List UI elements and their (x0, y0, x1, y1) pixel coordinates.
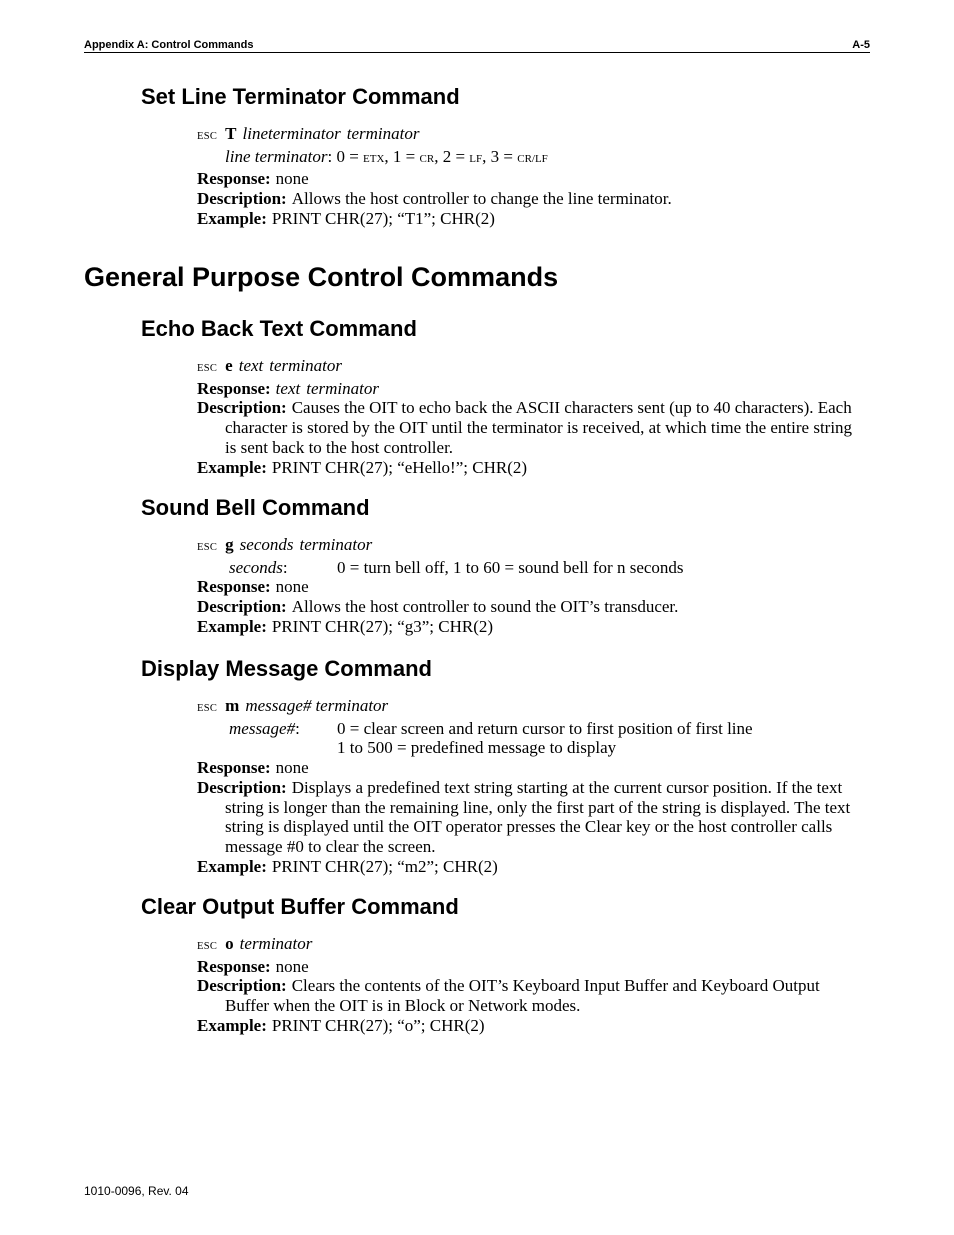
example-label: Example: (197, 856, 267, 876)
description-text: Displays a predefined text string starting at the current cursor position. If the text string is longer than the remaining line, only the first part of the string is displayed. The text string is displayed until the OIT operator presses the Clear key or the host controller calls message #0 to clear the screen. (225, 777, 851, 856)
param-value: 0 = turn bell off, 1 to 60 = sound bell for n seconds (337, 557, 684, 577)
command-syntax (197, 124, 857, 147)
param-code: ETX (363, 152, 385, 165)
esc-label: ESC (197, 542, 218, 553)
clear-output-buffer-heading: Clear Output Buffer Command (141, 894, 459, 919)
general-purpose-heading: General Purpose Control Commands (84, 262, 559, 292)
sound-bell-heading: Sound Bell Command (141, 495, 370, 520)
command-syntax (197, 696, 857, 719)
param-code: LF (469, 152, 483, 165)
esc-label: ESC (197, 703, 218, 714)
response-value: text (275, 378, 301, 398)
clear-output-buffer-block (197, 934, 857, 1036)
response-value: none (275, 956, 309, 976)
example-label: Example: (197, 208, 267, 228)
example-line (197, 209, 857, 229)
response-label: Response: (197, 758, 271, 778)
param-text: , 3 = (482, 146, 518, 166)
example-code: PRINT CHR(27); “o”; CHR(2) (271, 1015, 485, 1035)
description-line (197, 398, 857, 457)
esc-label: ESC (197, 131, 218, 142)
command-letter: g (225, 535, 234, 554)
example-code: PRINT CHR(27); “g3”; CHR(2) (271, 616, 494, 636)
param-value: 0 = clear screen and return cursor to first position of first line (337, 718, 753, 738)
command-letter: T (225, 124, 237, 143)
description-text: Allows the host controller to change the line terminator. (291, 189, 672, 209)
sound-bell-block (197, 535, 857, 637)
esc-label: ESC (197, 363, 218, 374)
param-name: line terminator (225, 146, 328, 166)
echo-back-heading: Echo Back Text Command (141, 316, 417, 341)
param-arg: text (238, 356, 264, 375)
description-label: Description: (197, 189, 287, 209)
response-label: Response: (197, 956, 271, 976)
example-label: Example: (197, 457, 267, 477)
param-name: message# (229, 718, 296, 738)
display-message-block (197, 696, 857, 876)
response-value: none (275, 758, 309, 778)
description-line (197, 597, 857, 617)
terminator-arg: terminator (346, 124, 420, 143)
response-value: terminator (306, 378, 379, 398)
response-line (197, 577, 857, 597)
terminator-arg: terminator (239, 934, 313, 953)
command-letter: o (225, 934, 234, 953)
response-line (197, 957, 857, 977)
command-syntax (197, 535, 857, 558)
set-line-terminator-heading: Set Line Terminator Command (141, 84, 460, 109)
example-label: Example: (197, 616, 267, 636)
header-section-title: Appendix A: Control Commands (84, 39, 254, 51)
page-header (84, 38, 870, 53)
header-page-number: A-5 (852, 39, 870, 51)
echo-back-block (197, 356, 857, 477)
param-value: 1 to 500 = predefined message to display (337, 738, 617, 758)
response-label: Response: (197, 577, 271, 597)
example-code: PRINT CHR(27); “T1”; CHR(2) (271, 208, 495, 228)
param-name: seconds (229, 557, 283, 577)
response-label: Response: (197, 169, 271, 189)
command-letter: m (225, 696, 240, 715)
param-arg: seconds (239, 535, 294, 554)
command-syntax (197, 934, 857, 957)
example-line (197, 1016, 857, 1036)
example-code: PRINT CHR(27); “m2”; CHR(2) (271, 856, 498, 876)
param-definition (197, 147, 857, 170)
param-arg: message# (245, 696, 312, 715)
example-label: Example: (197, 1015, 267, 1035)
description-label: Description: (197, 597, 287, 617)
param-text: , 1 = (384, 146, 420, 166)
description-label: Description: (197, 777, 287, 797)
param-text: , 2 = (434, 146, 470, 166)
response-label: Response: (197, 378, 271, 398)
description-label: Description: (197, 398, 287, 418)
description-text: Clears the contents of the OIT’s Keyboard Input Buffer and Keyboard Output Buffer when the OIT is in Block or Network modes. (225, 976, 820, 1016)
description-line (197, 778, 857, 857)
example-line (197, 857, 857, 877)
example-code: PRINT CHR(27); “eHello!”; CHR(2) (271, 457, 528, 477)
param-code: CR (419, 152, 435, 165)
description-line (197, 976, 857, 1015)
param-definition: message#: 0 = clear screen and return cursor to first position of first line (197, 719, 857, 739)
example-line (197, 458, 857, 478)
description-text: Causes the OIT to echo back the ASCII characters sent (up to 40 characters). Each character is stored by the OIT until the terminator is received, at which time the entire string is sent back to the host controller. (225, 398, 853, 457)
param-arg: lineterminator (242, 124, 341, 143)
set-line-terminator-block (197, 124, 857, 229)
command-letter: e (225, 356, 233, 375)
display-message-heading: Display Message Command (141, 656, 432, 681)
param-code: CR/LF (517, 152, 548, 165)
description-label: Description: (197, 976, 287, 996)
response-line (197, 379, 857, 399)
param-text: : 0 = (327, 146, 364, 166)
response-value: none (275, 169, 309, 189)
description-line (197, 189, 857, 209)
esc-label: ESC (197, 941, 218, 952)
terminator-arg: terminator (269, 356, 342, 375)
response-value: none (275, 577, 309, 597)
response-line (197, 758, 857, 778)
terminator-arg: terminator (299, 535, 373, 554)
param-definition-cont (197, 738, 857, 758)
param-definition: seconds: 0 = turn bell off, 1 to 60 = sound bell for n seconds (197, 558, 857, 578)
command-syntax (197, 356, 857, 379)
terminator-arg: terminator (315, 696, 389, 715)
response-line (197, 169, 857, 189)
example-line (197, 617, 857, 637)
description-text: Allows the host controller to sound the OIT’s transducer. (291, 597, 679, 617)
page-footer: 1010-0096, Rev. 04 (84, 1184, 189, 1198)
